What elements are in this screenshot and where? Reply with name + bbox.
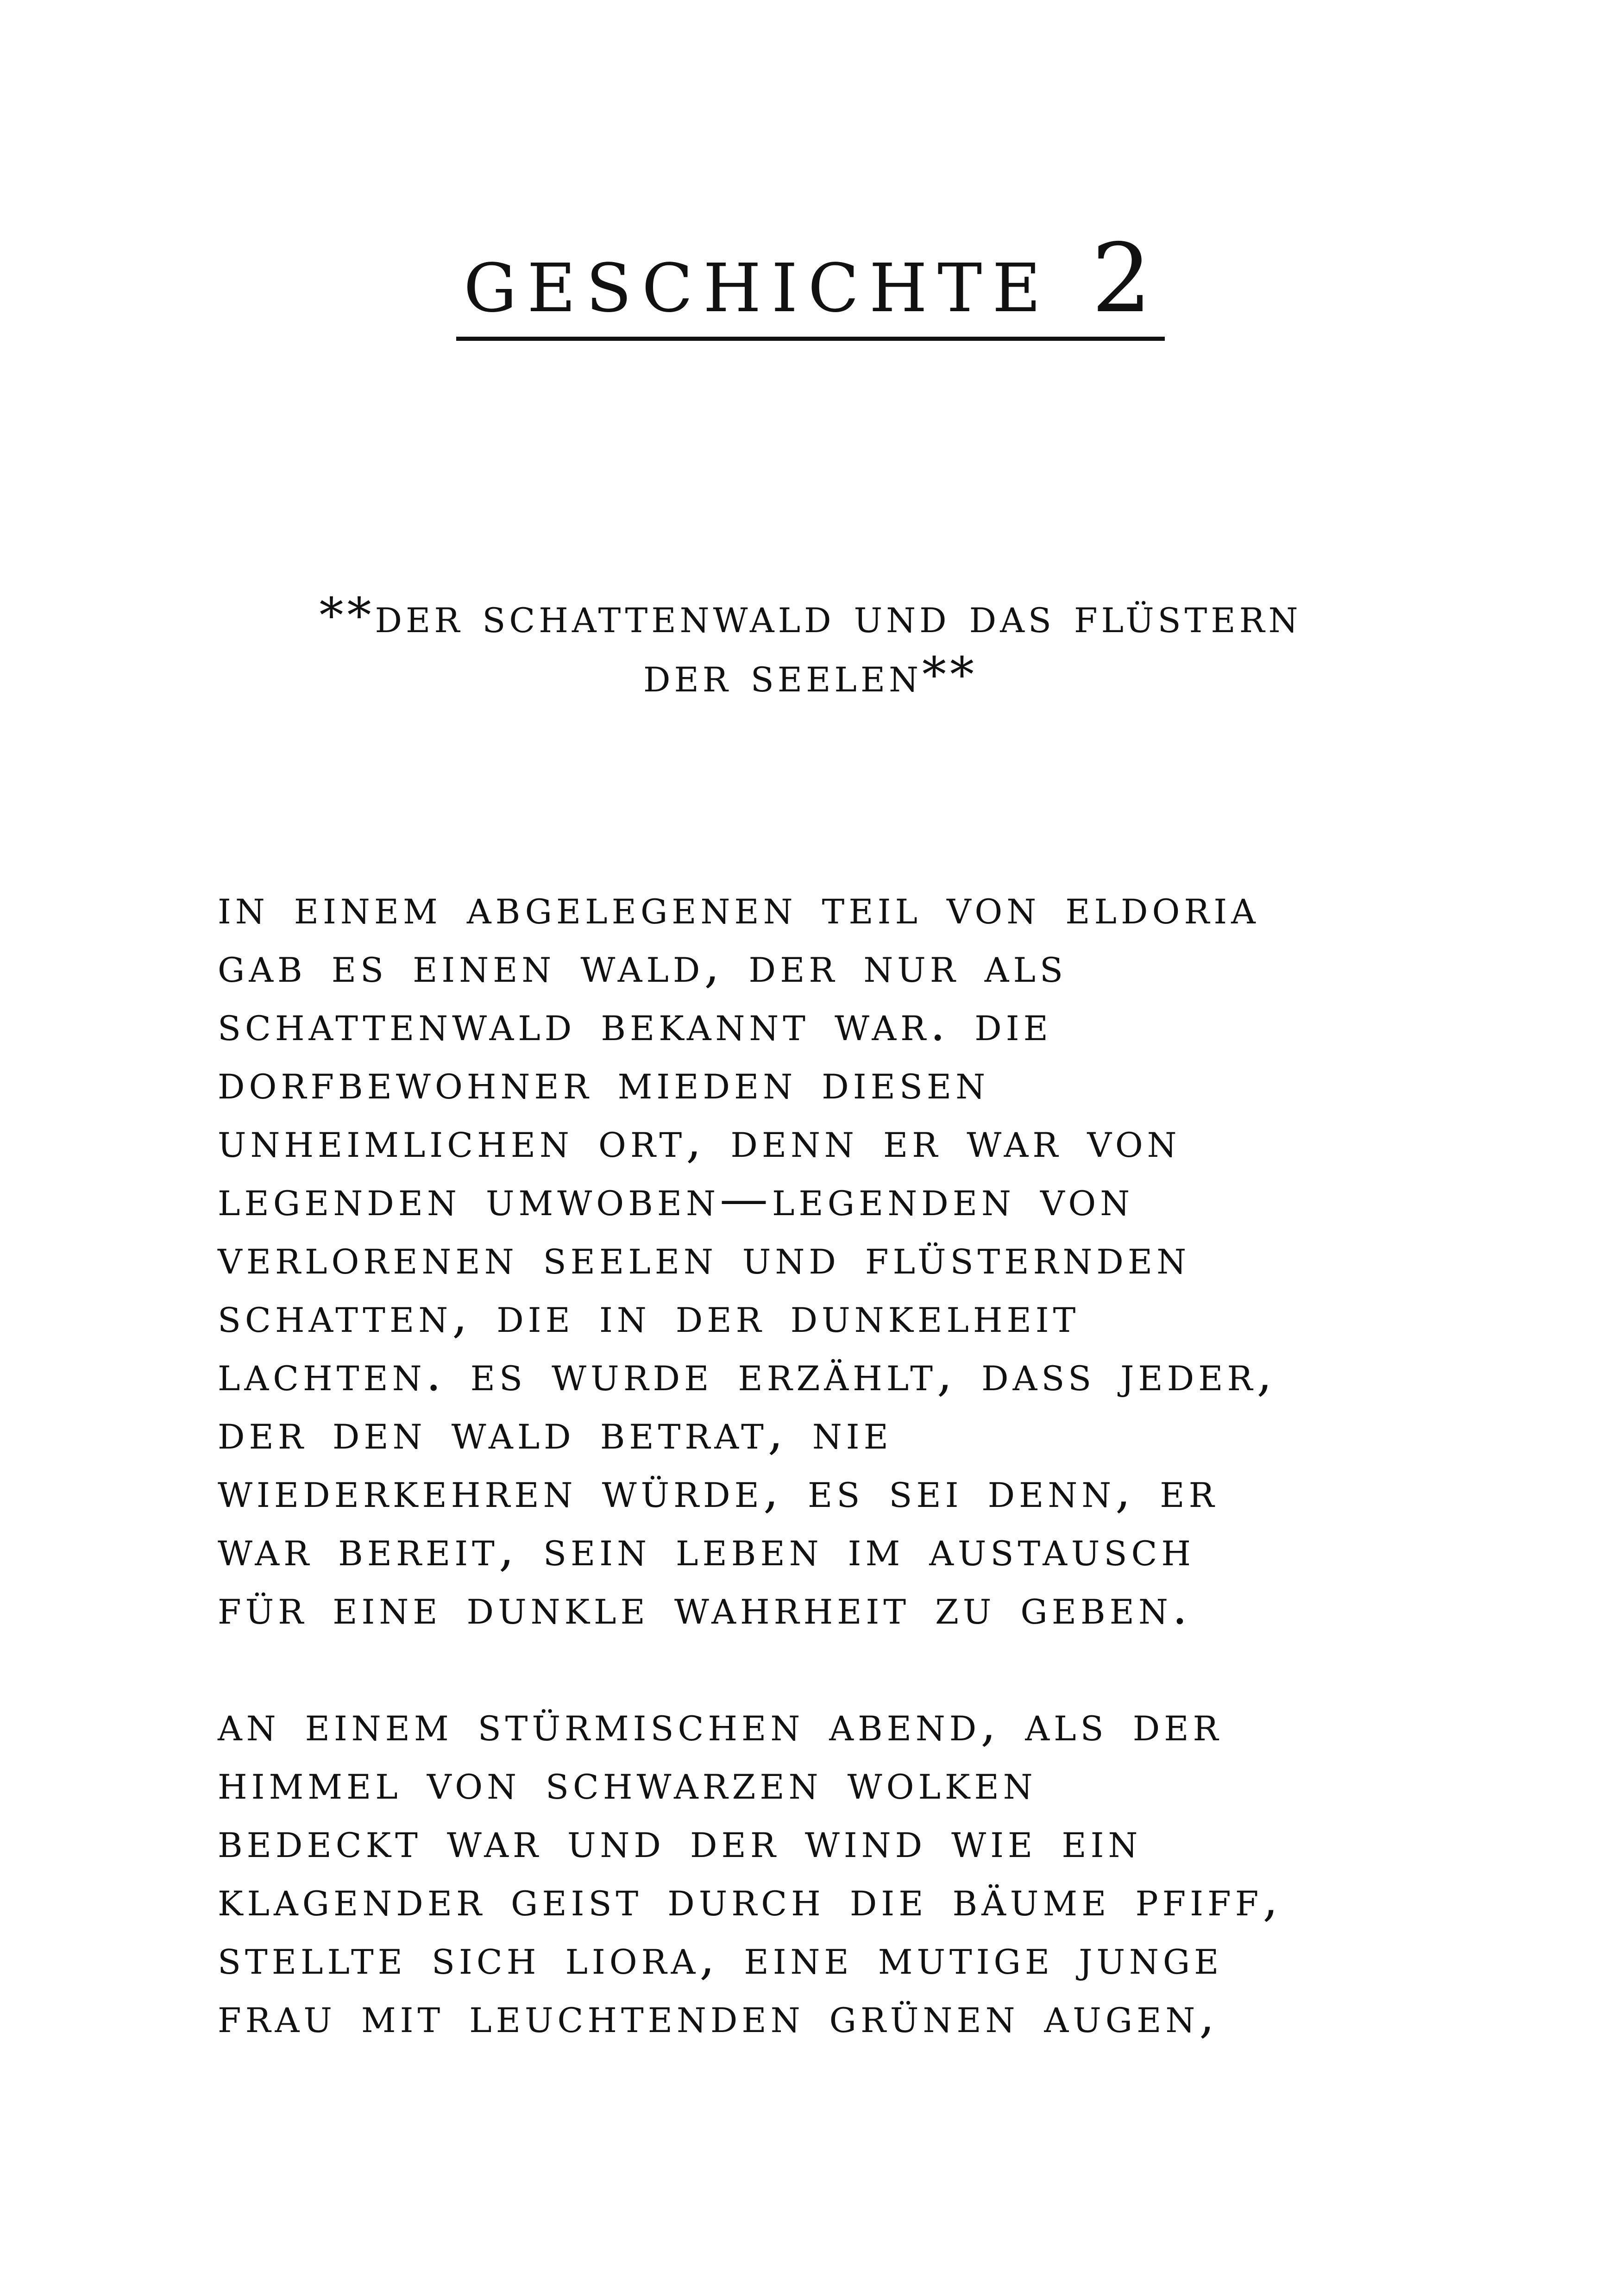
text-line: unheimlichen ort, denn er war von bbox=[218, 1112, 1181, 1168]
page-title bbox=[0, 224, 1621, 341]
text-line: gab es einen wald, der nur als bbox=[218, 937, 1068, 993]
text-line: war bereit, sein leben im austausch bbox=[218, 1520, 1195, 1577]
text-line: verlorenen seelen und flüsternden bbox=[218, 1229, 1191, 1285]
text-line: stellte sich liora, eine mutige junge bbox=[218, 1929, 1223, 1985]
subtitle-line: **der schattenwald und das flüstern bbox=[319, 587, 1302, 644]
text-line: schatten, die in der dunkelheit bbox=[218, 1287, 1080, 1343]
text-line: der den wald betrat, nie bbox=[218, 1404, 892, 1460]
text-line: schattenwald bekannt war. die bbox=[218, 995, 1052, 1052]
page-title-text: geschichte 2 bbox=[456, 232, 1165, 341]
text-line: an einem stürmischen abend, als der bbox=[218, 1695, 1223, 1752]
text-line: himmel von schwarzen wolken bbox=[218, 1754, 1037, 1810]
text-line: wiederkehren würde, es sei denn, er bbox=[218, 1462, 1219, 1518]
text-line: legenden umwoben—legenden von bbox=[218, 1170, 1134, 1227]
text-line: für eine dunkle wahrheit zu geben. bbox=[218, 1579, 1192, 1635]
paragraph-1 bbox=[218, 878, 1440, 1636]
text-line: klagender geist durch die bäume pfiff, bbox=[218, 1870, 1282, 1927]
text-line: in einem abgelegenen teil von eldoria bbox=[218, 878, 1260, 935]
text-line: bedeckt war und der wind wie ein bbox=[218, 1812, 1142, 1869]
text-line: frau mit leuchtenden grünen augen, bbox=[218, 1987, 1219, 2044]
story-subtitle bbox=[208, 586, 1413, 704]
text-line: dorfbewohner mieden diesen bbox=[218, 1054, 990, 1110]
story-body bbox=[218, 878, 1440, 2045]
subtitle-line: der seelen** bbox=[643, 646, 978, 703]
paragraph-2 bbox=[218, 1694, 1440, 2045]
text-line: lachten. es wurde erzählt, dass jeder, bbox=[218, 1345, 1276, 1402]
